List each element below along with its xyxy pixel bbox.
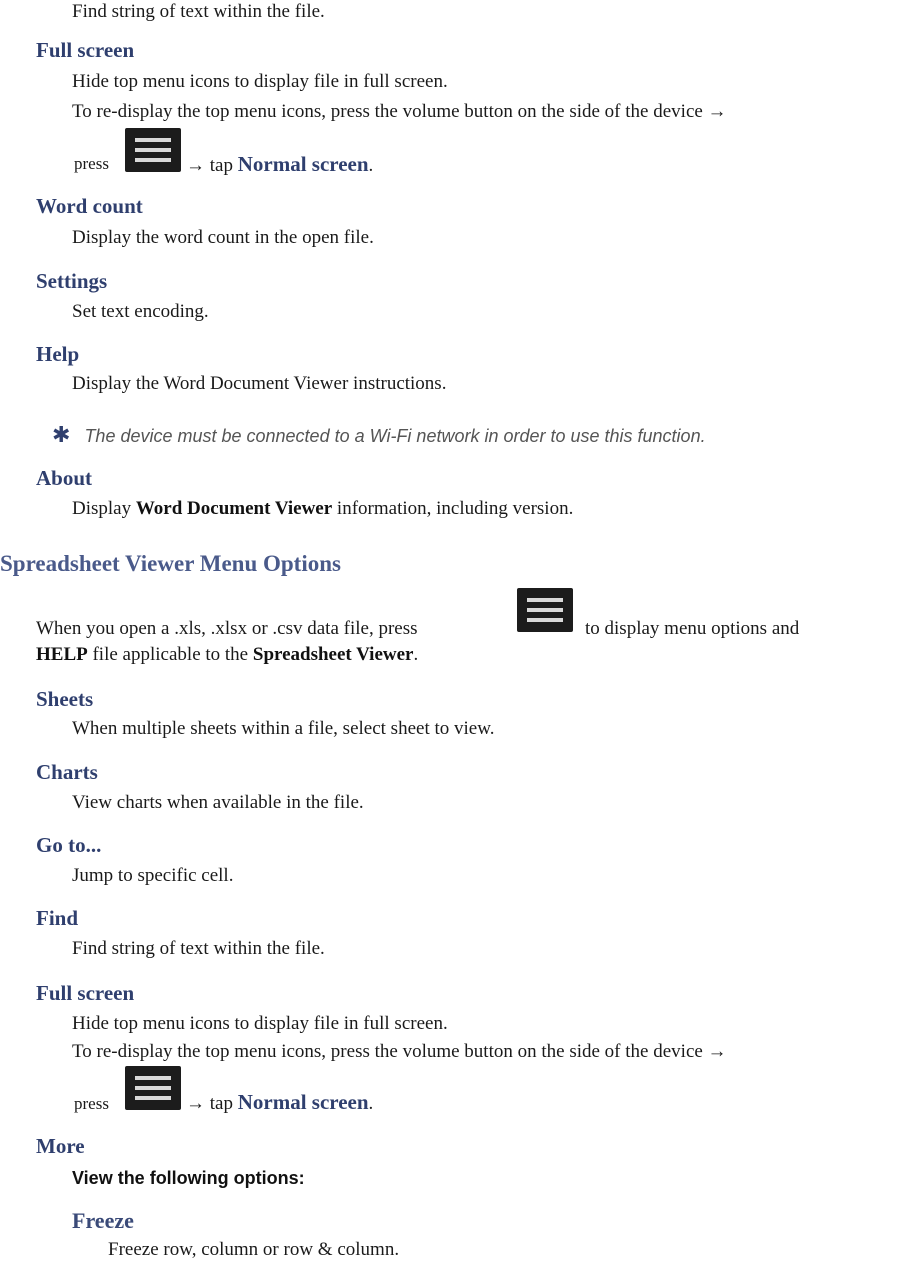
- sheets-heading: Sheets: [36, 687, 94, 711]
- menu-icon: [125, 1066, 181, 1110]
- find-heading: Find: [36, 906, 79, 930]
- press-label: press: [74, 1094, 109, 1113]
- menu-icon: [517, 588, 573, 632]
- settings-heading: Settings: [36, 269, 108, 293]
- about-description: Display Word Document Viewer information, including version.: [72, 498, 574, 519]
- goto-description: Jump to specific cell.: [72, 865, 234, 886]
- full-screen-line1: Hide top menu icons to display file in full screen.: [72, 71, 448, 92]
- press-label: press: [74, 154, 109, 173]
- spreadsheet-full-screen-line1: Hide top menu icons to display file in full screen.: [72, 1013, 448, 1034]
- normal-screen-instruction: → tap Normal screen.: [186, 152, 374, 176]
- spreadsheet-intro-part2: to display menu options and: [585, 618, 800, 639]
- find-description-top: Find string of text within the file.: [72, 1, 325, 22]
- full-screen-line2: To re-display the top menu icons, press the volume button on the side of the device →: [72, 101, 727, 122]
- about-heading: About: [36, 466, 93, 490]
- charts-heading: Charts: [36, 760, 98, 784]
- spreadsheet-full-screen-heading: Full screen: [36, 981, 135, 1005]
- goto-heading: Go to...: [36, 833, 102, 857]
- normal-screen-label: Normal screen: [237, 152, 369, 176]
- sheets-description: When multiple sheets within a file, select sheet to view.: [72, 718, 495, 739]
- normal-screen-label: Normal screen: [237, 1090, 369, 1114]
- charts-description: View charts when available in the file.: [72, 792, 364, 813]
- word-count-heading: Word count: [36, 194, 143, 218]
- normal-screen-instruction: → tap Normal screen.: [186, 1090, 374, 1114]
- help-note: ✱ The device must be connected to a Wi-Fi network in order to use this function.: [52, 422, 706, 447]
- settings-description: Set text encoding.: [72, 301, 209, 322]
- word-count-description: Display the word count in the open file.: [72, 227, 374, 248]
- full-screen-heading: Full screen: [36, 38, 135, 62]
- find-description: Find string of text within the file.: [72, 938, 325, 959]
- star-icon: ✱: [52, 422, 71, 447]
- more-description: View the following options:: [72, 1168, 305, 1188]
- freeze-description: Freeze row, column or row & column.: [108, 1239, 400, 1260]
- spreadsheet-full-screen-line2: To re-display the top menu icons, press the volume button on the side of the device →: [72, 1041, 727, 1062]
- menu-icon: [125, 128, 181, 172]
- spreadsheet-intro-part1: When you open a .xls, .xlsx or .csv data file, press: [36, 618, 418, 639]
- more-heading: More: [36, 1134, 85, 1158]
- help-description: Display the Word Document Viewer instructions.: [72, 373, 447, 394]
- spreadsheet-intro-line2: HELP file applicable to the Spreadsheet Viewer.: [36, 644, 419, 665]
- freeze-heading: Freeze: [72, 1208, 134, 1233]
- help-heading: Help: [36, 342, 80, 366]
- spreadsheet-section-heading: Spreadsheet Viewer Menu Options: [0, 551, 341, 576]
